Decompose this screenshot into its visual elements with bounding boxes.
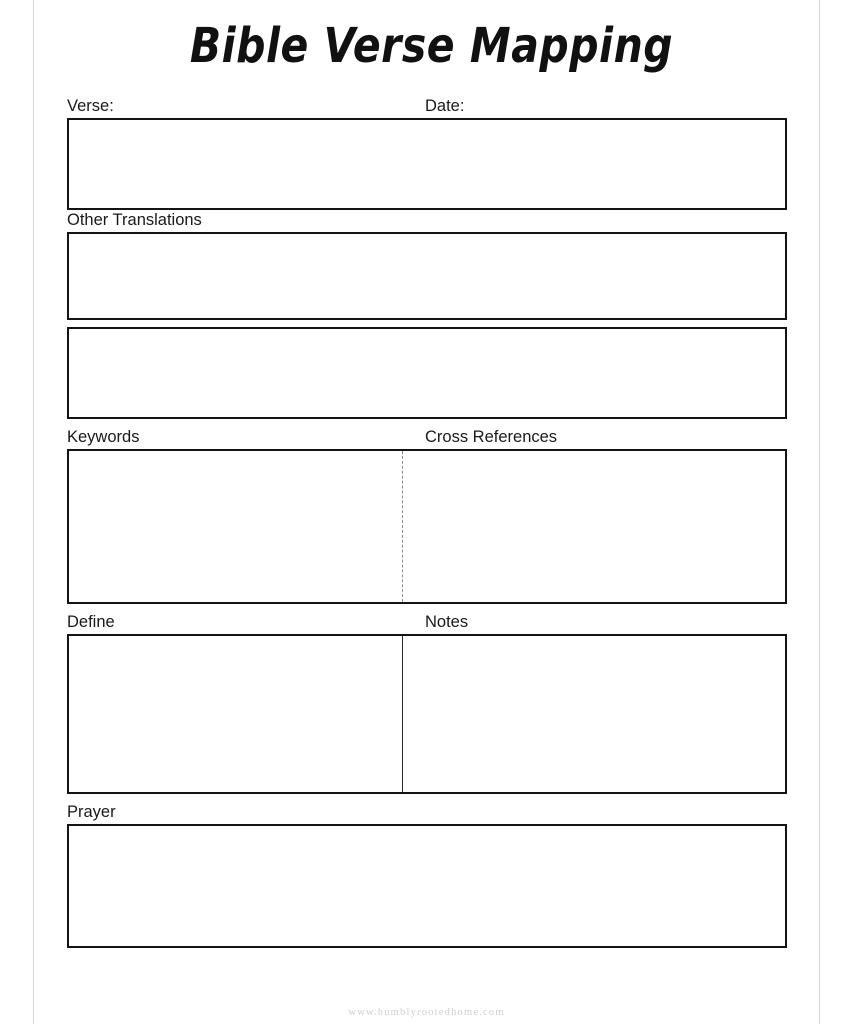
spacer-after-translations: [67, 419, 787, 427]
cross-references-label: Cross References: [425, 428, 558, 446]
define-notes-label-row: [67, 612, 787, 632]
other-translations-label: Other Translations: [67, 211, 202, 229]
translation-two-input-box[interactable]: [67, 327, 787, 419]
keywords-input-area[interactable]: [69, 451, 427, 602]
define-input-area[interactable]: [69, 636, 427, 792]
cross-references-input-area[interactable]: [427, 451, 785, 602]
verse-date-label-row: [67, 96, 787, 116]
prayer-label: Prayer: [67, 803, 116, 821]
page-title: Bible Verse Mapping: [189, 17, 674, 74]
page-edge-right: [819, 0, 820, 1024]
date-label: Date:: [425, 97, 465, 115]
spacer-after-define: [67, 794, 787, 802]
keywords-cross-references-box: [67, 449, 787, 604]
keywords-label: Keywords: [67, 428, 140, 446]
notes-input-area[interactable]: [427, 636, 785, 792]
spacer-after-keywords: [67, 604, 787, 612]
verse-label: Verse:: [67, 97, 114, 115]
translation-one-input-box[interactable]: [67, 232, 787, 320]
keywords-cross-label-row: [67, 427, 787, 447]
define-label: Define: [67, 613, 115, 631]
keywords-cross-divider: [402, 451, 404, 602]
notes-label: Notes: [425, 613, 469, 631]
worksheet-sheet: [34, 0, 819, 1024]
define-notes-divider: [402, 636, 403, 792]
prayer-label-row: [67, 802, 787, 822]
worksheet-body: [67, 96, 787, 948]
site-watermark: www.humblyrootedhome.com: [348, 1007, 505, 1018]
define-notes-box: [67, 634, 787, 794]
verse-input-box[interactable]: [67, 118, 787, 210]
other-translations-label-row: [67, 210, 787, 230]
prayer-input-box[interactable]: [67, 824, 787, 948]
